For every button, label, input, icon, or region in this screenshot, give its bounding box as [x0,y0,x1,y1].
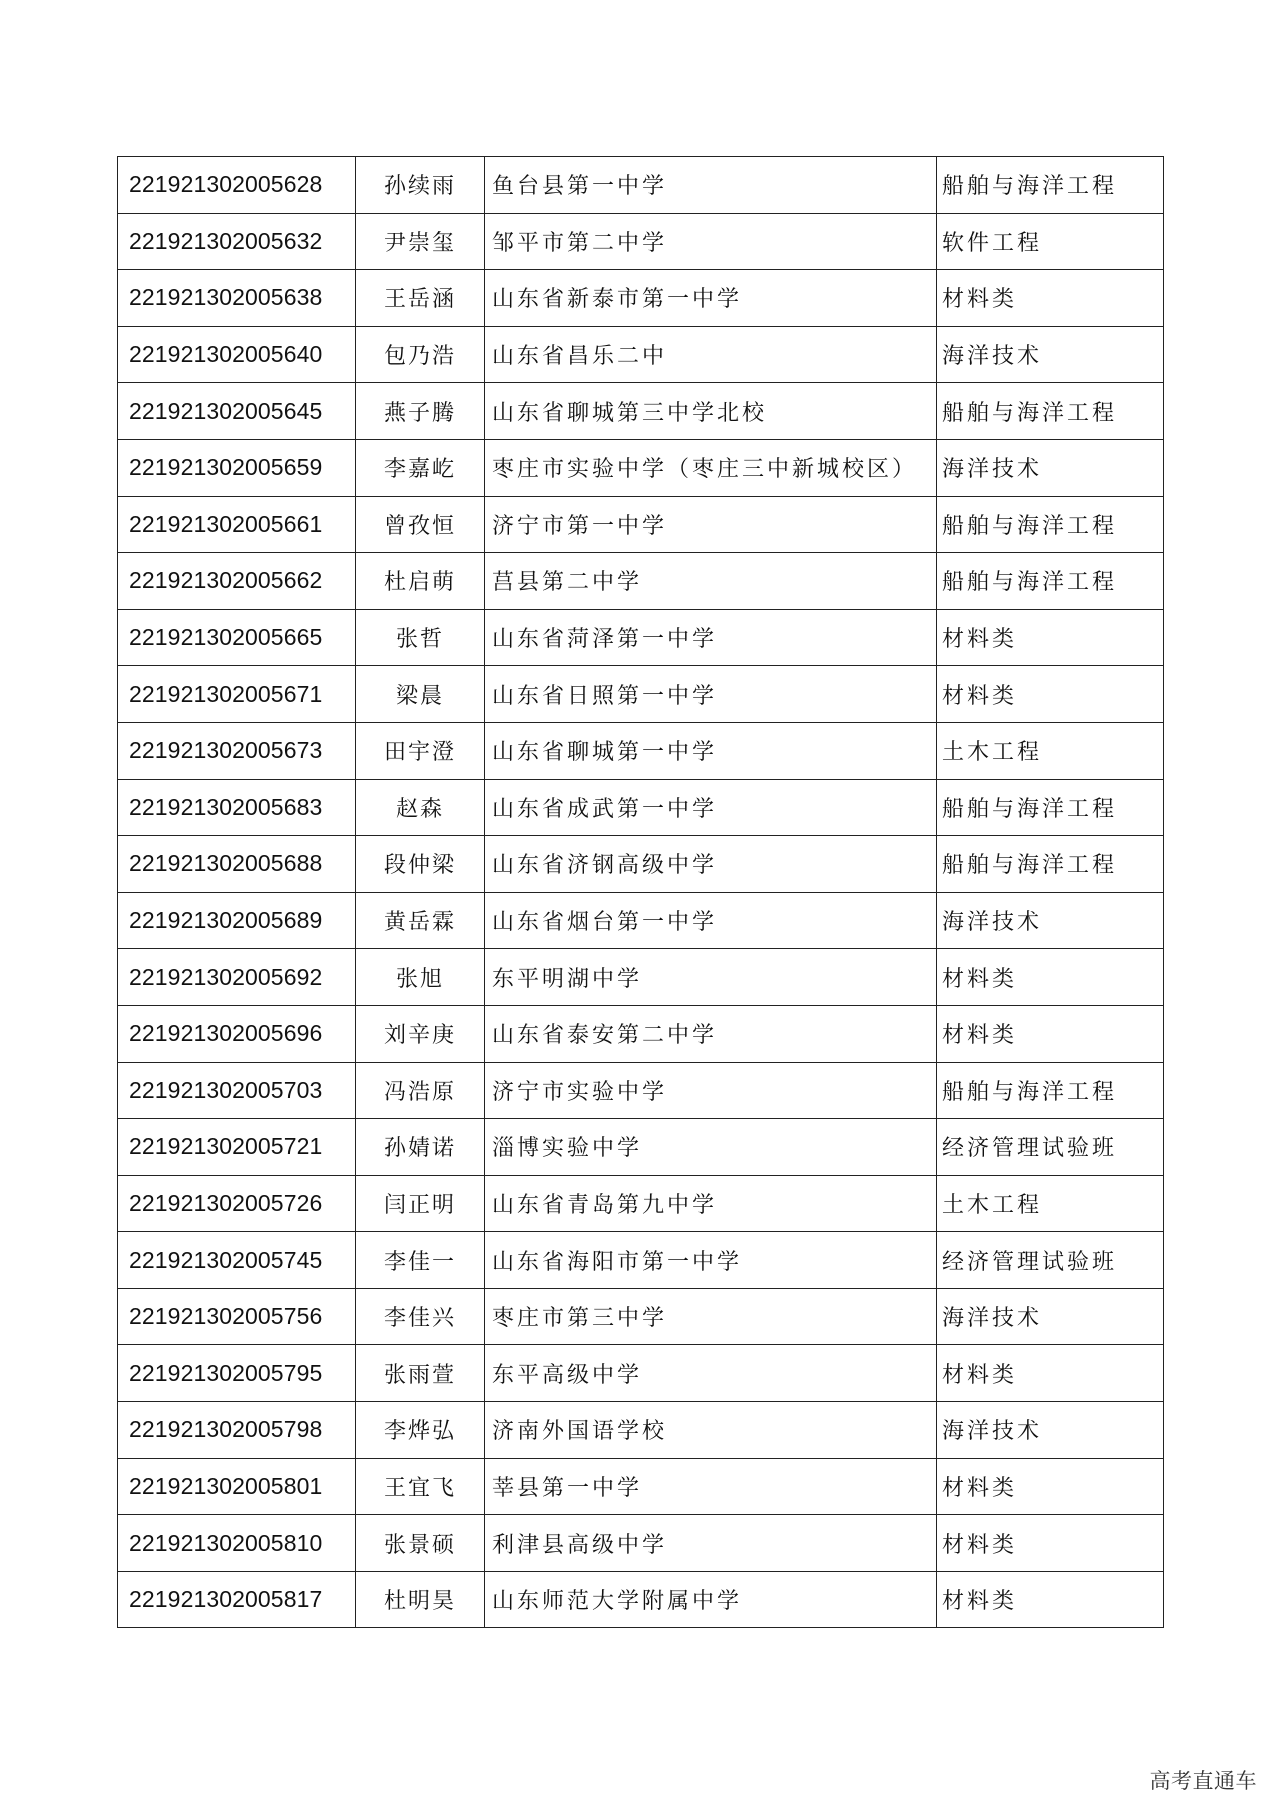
student-name-cell: 赵森 [356,779,485,836]
table-row [118,1005,1164,1062]
school-cell: 枣庄市第三中学 [485,1288,937,1345]
school-cell: 济宁市实验中学 [485,1062,937,1119]
exam-id-cell: 221921302005703 [118,1062,356,1119]
student-name-cell: 王岳涵 [356,270,485,327]
school-cell: 山东省新泰市第一中学 [485,270,937,327]
school-cell: 莒县第二中学 [485,553,937,610]
student-name-cell: 张哲 [356,609,485,666]
exam-id-cell: 221921302005665 [118,609,356,666]
major-cell: 海洋技术 [937,1402,1164,1459]
student-name-cell: 张景硕 [356,1515,485,1572]
student-name-cell: 张雨萱 [356,1345,485,1402]
table-row [118,1515,1164,1572]
exam-id-cell: 221921302005756 [118,1288,356,1345]
table-row [118,1288,1164,1345]
table-row [118,326,1164,383]
student-name-cell: 孙续雨 [356,157,485,214]
table-row [118,383,1164,440]
school-cell: 东平明湖中学 [485,949,937,1006]
table-row [118,1345,1164,1402]
table-row [118,779,1164,836]
major-cell: 船舶与海洋工程 [937,553,1164,610]
school-cell: 济南外国语学校 [485,1402,937,1459]
table-row [118,1571,1164,1628]
major-cell: 经济管理试验班 [937,1119,1164,1176]
exam-id-cell: 221921302005640 [118,326,356,383]
exam-id-cell: 221921302005671 [118,666,356,723]
student-name-cell: 李嘉屹 [356,439,485,496]
table-row [118,892,1164,949]
student-name-cell: 杜启萌 [356,553,485,610]
major-cell: 材料类 [937,609,1164,666]
exam-id-cell: 221921302005628 [118,157,356,214]
exam-id-cell: 221921302005632 [118,213,356,270]
school-cell: 邹平市第二中学 [485,213,937,270]
exam-id-cell: 221921302005683 [118,779,356,836]
exam-id-cell: 221921302005726 [118,1175,356,1232]
school-cell: 山东省烟台第一中学 [485,892,937,949]
school-cell: 山东省泰安第二中学 [485,1005,937,1062]
exam-id-cell: 221921302005688 [118,836,356,893]
student-name-cell: 李烨弘 [356,1402,485,1459]
major-cell: 船舶与海洋工程 [937,383,1164,440]
school-cell: 山东省昌乐二中 [485,326,937,383]
table-row [118,1402,1164,1459]
major-cell: 船舶与海洋工程 [937,836,1164,893]
major-cell: 材料类 [937,1345,1164,1402]
exam-id-cell: 221921302005801 [118,1458,356,1515]
school-cell: 山东省日照第一中学 [485,666,937,723]
student-name-cell: 段仲梁 [356,836,485,893]
exam-id-cell: 221921302005661 [118,496,356,553]
student-name-cell: 梁晨 [356,666,485,723]
exam-id-cell: 221921302005696 [118,1005,356,1062]
exam-id-cell: 221921302005810 [118,1515,356,1572]
school-cell: 山东省聊城第三中学北校 [485,383,937,440]
major-cell: 经济管理试验班 [937,1232,1164,1289]
table-row [118,1175,1164,1232]
student-name-cell: 冯浩原 [356,1062,485,1119]
major-cell: 材料类 [937,1005,1164,1062]
student-name-cell: 刘辛庚 [356,1005,485,1062]
school-cell: 山东省成武第一中学 [485,779,937,836]
student-name-cell: 杜明昊 [356,1571,485,1628]
table-row [118,1232,1164,1289]
exam-id-cell: 221921302005689 [118,892,356,949]
major-cell: 材料类 [937,1571,1164,1628]
major-cell: 土木工程 [937,722,1164,779]
school-cell: 山东省青岛第九中学 [485,1175,937,1232]
table-row [118,439,1164,496]
student-name-cell: 王宜飞 [356,1458,485,1515]
exam-id-cell: 221921302005795 [118,1345,356,1402]
table-row [118,553,1164,610]
major-cell: 材料类 [937,949,1164,1006]
major-cell: 船舶与海洋工程 [937,1062,1164,1119]
major-cell: 材料类 [937,1458,1164,1515]
school-cell: 山东省聊城第一中学 [485,722,937,779]
student-name-cell: 燕子腾 [356,383,485,440]
table-row [118,666,1164,723]
table-row [118,949,1164,1006]
exam-id-cell: 221921302005798 [118,1402,356,1459]
school-cell: 莘县第一中学 [485,1458,937,1515]
roster-body [118,157,1164,1628]
exam-id-cell: 221921302005721 [118,1119,356,1176]
table-row [118,157,1164,214]
student-name-cell: 田宇澄 [356,722,485,779]
admission-roster-table [117,156,1164,1628]
exam-id-cell: 221921302005817 [118,1571,356,1628]
major-cell: 软件工程 [937,213,1164,270]
major-cell: 土木工程 [937,1175,1164,1232]
student-name-cell: 尹崇玺 [356,213,485,270]
major-cell: 船舶与海洋工程 [937,496,1164,553]
table-row [118,496,1164,553]
table-row [118,270,1164,327]
exam-id-cell: 221921302005638 [118,270,356,327]
major-cell: 船舶与海洋工程 [937,779,1164,836]
exam-id-cell: 221921302005662 [118,553,356,610]
student-name-cell: 孙婧诺 [356,1119,485,1176]
school-cell: 枣庄市实验中学（枣庄三中新城校区） [485,439,937,496]
student-name-cell: 包乃浩 [356,326,485,383]
school-cell: 山东省济钢高级中学 [485,836,937,893]
major-cell: 材料类 [937,1515,1164,1572]
major-cell: 海洋技术 [937,1288,1164,1345]
school-cell: 利津县高级中学 [485,1515,937,1572]
table-row [118,213,1164,270]
table-row [118,722,1164,779]
major-cell: 海洋技术 [937,439,1164,496]
major-cell: 海洋技术 [937,892,1164,949]
school-cell: 东平高级中学 [485,1345,937,1402]
school-cell: 山东省海阳市第一中学 [485,1232,937,1289]
major-cell: 海洋技术 [937,326,1164,383]
student-name-cell: 李佳兴 [356,1288,485,1345]
exam-id-cell: 221921302005645 [118,383,356,440]
site-watermark: 高考直通车 [1149,1769,1257,1793]
major-cell: 材料类 [937,666,1164,723]
school-cell: 鱼台县第一中学 [485,157,937,214]
school-cell: 山东师范大学附属中学 [485,1571,937,1628]
school-cell: 山东省菏泽第一中学 [485,609,937,666]
table-row [118,836,1164,893]
table-row [118,1062,1164,1119]
table-row [118,609,1164,666]
school-cell: 济宁市第一中学 [485,496,937,553]
major-cell: 材料类 [937,270,1164,327]
student-name-cell: 李佳一 [356,1232,485,1289]
exam-id-cell: 221921302005659 [118,439,356,496]
major-cell: 船舶与海洋工程 [937,157,1164,214]
student-name-cell: 曾孜恒 [356,496,485,553]
student-name-cell: 黄岳霖 [356,892,485,949]
table-row [118,1458,1164,1515]
exam-id-cell: 221921302005692 [118,949,356,1006]
school-cell: 淄博实验中学 [485,1119,937,1176]
exam-id-cell: 221921302005745 [118,1232,356,1289]
exam-id-cell: 221921302005673 [118,722,356,779]
student-name-cell: 张旭 [356,949,485,1006]
student-name-cell: 闫正明 [356,1175,485,1232]
table-row [118,1119,1164,1176]
